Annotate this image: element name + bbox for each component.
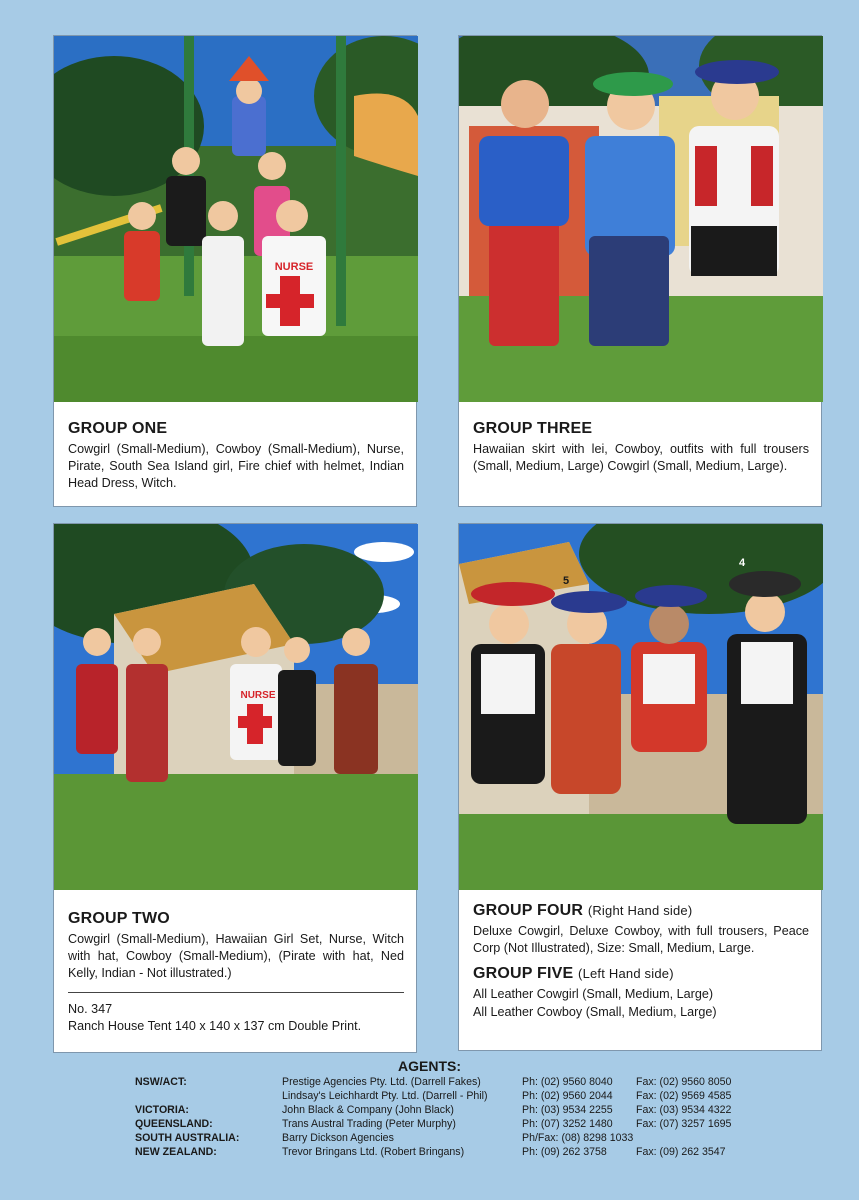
divider [68,992,404,993]
agent-state: SOUTH AUSTRALIA: [135,1132,240,1144]
product-description: Ranch House Tent 140 x 140 x 137 cm Double Print. [68,1018,362,1033]
group-one-photo [54,36,418,402]
agent-fax: Fax: (02) 9560 8050 [636,1076,732,1088]
agent-phone: Ph: (02) 9560 2044 [522,1090,613,1102]
agent-phone: Ph: (09) 262 3758 [522,1146,607,1158]
agents-title: AGENTS: [398,1058,461,1074]
group-one-description: Cowgirl (Small-Medium), Cowboy (Small-Medium), Nurse, Pirate, South Sea Island girl, Fire chief with helmet, Indian Head Dress, Witch. [68,442,404,491]
agent-row [0,1090,859,1104]
group-three-title: GROUP THREE [473,420,593,437]
nurse-apron-text: NURSE [274,261,314,273]
group-five-line-1: All Leather Cowgirl (Small, Medium, Large) [473,987,714,1002]
nurse-apron-text: NURSE [240,690,276,701]
group-one-title: GROUP ONE [68,420,168,437]
agent-fax: Fax: (03) 9534 4322 [636,1104,732,1116]
agent-row [0,1118,859,1132]
group-four-title: GROUP FOUR (Right Hand side) [473,902,693,919]
agent-row [0,1146,859,1160]
agent-fax: Fax: (07) 3257 1695 [636,1118,732,1130]
agent-state: VICTORIA: [135,1104,189,1116]
group-four-description: Deluxe Cowgirl, Deluxe Cowboy, with full trousers, Peace Corp (Not Illustrated), Size: Small, Medium, Large. [473,924,809,956]
photo-label-4: 4 [739,557,746,569]
group-five-line-2: All Leather Cowboy (Small, Medium, Large) [473,1004,717,1019]
group-one-panel [53,35,417,507]
agent-phone: Ph/Fax: (08) 8298 1033 [522,1132,634,1144]
agent-name: John Black & Company (John Black) [282,1104,454,1116]
agent-name: Trans Austral Trading (Peter Murphy) [282,1118,456,1130]
agent-state: NEW ZEALAND: [135,1146,217,1158]
group-five-title: GROUP FIVE (Left Hand side) [473,965,674,983]
agent-phone: Ph: (03) 9534 2255 [522,1104,613,1116]
product-number: No. 347 [68,1001,113,1016]
group-three-panel [458,35,822,507]
group-three-description: Hawaiian skirt with lei, Cowboy, outfits with full trousers (Small, Medium, Large) Cowgirl (Small, Medium, Large). [473,442,809,474]
agent-fax: Fax: (09) 262 3547 [636,1146,726,1158]
agent-phone: Ph: (02) 9560 8040 [522,1076,613,1088]
agent-row [0,1076,859,1090]
agent-row [0,1104,859,1118]
group-five-note: (Left Hand side) [578,966,674,982]
group-two-description: Cowgirl (Small-Medium), Hawaiian Girl Set, Nurse, Witch with hat, Cowboy (Small-Medium), (Pirate with hat, Ned Kelly, Indian - Not illustrated.) [68,932,404,981]
group-four-five-panel [458,523,822,1051]
agent-state: QUEENSLAND: [135,1118,213,1130]
group-four-five-photo [459,524,823,890]
group-two-title: GROUP TWO [68,910,170,927]
group-three-photo [459,36,823,402]
agent-name: Prestige Agencies Pty. Ltd. (Darrell Fakes) [282,1076,481,1088]
agent-name: Trevor Bringans Ltd. (Robert Bringans) [282,1146,465,1158]
agent-row [0,1132,859,1146]
agent-name: Lindsay's Leichhardt Pty. Ltd. (Darrell - Phil) [282,1090,488,1102]
group-two-photo [54,524,418,890]
photo-label-5: 5 [563,575,570,587]
agent-phone: Ph: (07) 3252 1480 [522,1118,613,1130]
agent-state: NSW/ACT: [135,1076,187,1088]
agent-fax: Fax: (02) 9569 4585 [636,1090,732,1102]
group-two-panel [53,523,417,1053]
group-four-note: (Right Hand side) [587,903,693,918]
agent-name: Barry Dickson Agencies [282,1132,394,1144]
